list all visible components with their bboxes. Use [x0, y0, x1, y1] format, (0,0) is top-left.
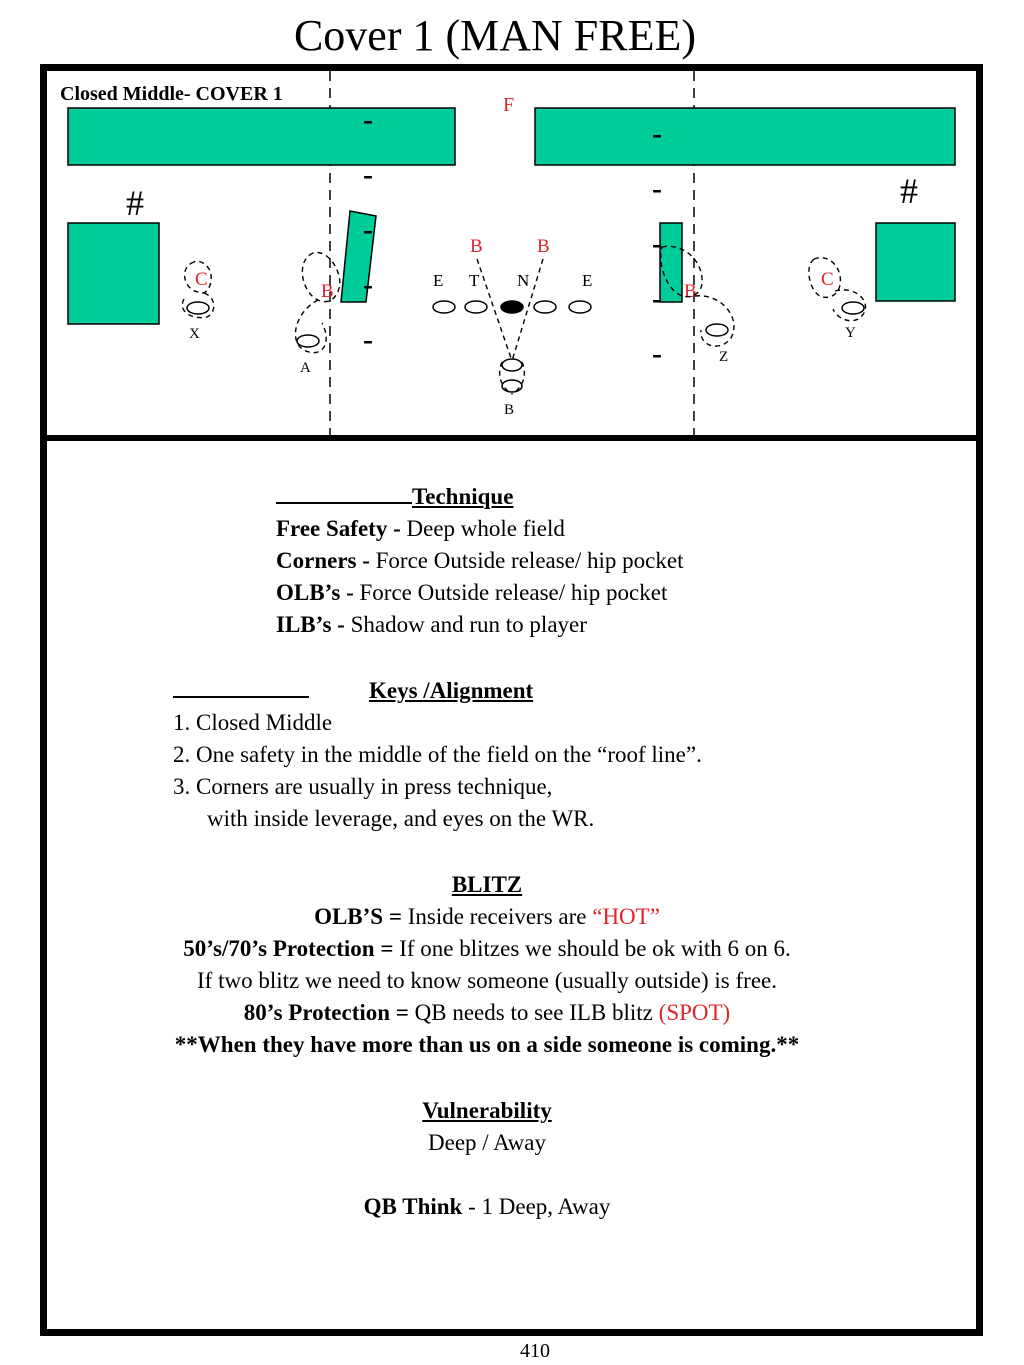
technique-line-4 — [276, 609, 587, 641]
dash-mark: - — [652, 282, 662, 315]
blitz-eighty-line — [47, 997, 927, 1029]
corner-right-loop-lower — [833, 290, 866, 321]
b-back-label: B — [504, 402, 515, 418]
defensive-line — [433, 271, 592, 290]
running-back-symbol — [502, 380, 522, 392]
free-safety-marker: F — [503, 94, 515, 116]
center-symbol — [501, 301, 523, 313]
eighty-text: QB needs to see ILB blitz — [414, 1000, 659, 1025]
x-receiver-symbol — [187, 302, 209, 314]
a-receiver-label: A — [300, 360, 311, 376]
technique-label: Corners - — [276, 548, 376, 573]
back-read-left — [500, 362, 512, 394]
hash-mark-left: # — [126, 183, 144, 223]
eighty-label: 80’s Protection = — [243, 1000, 415, 1025]
inside-linebacker-left-marker: B — [470, 236, 483, 257]
receiver-labels — [189, 325, 856, 418]
end-right-marker: E — [582, 271, 593, 290]
page-title: Cover 1 (MAN FREE) — [293, 11, 697, 60]
guard-left-symbol — [465, 301, 487, 313]
blitz-warning: **When they have more than us on a side someone is coming.** — [174, 1032, 800, 1057]
olb-right-loop-lower — [695, 296, 734, 346]
inside-linebacker-right-marker: B — [537, 236, 550, 257]
deep-zone-left — [68, 108, 455, 165]
technique-text: Force Outside release/ hip pocket — [359, 580, 668, 605]
keys-item-1: 1. Closed Middle — [173, 710, 333, 735]
hash-mark-right: # — [900, 171, 918, 211]
play-diagram-canvas — [47, 71, 976, 435]
tackle-right-symbol — [569, 301, 591, 313]
qb-think-text: - 1 Deep, Away — [462, 1194, 611, 1219]
deep-zone-right — [535, 108, 955, 165]
back-read-right — [512, 362, 524, 394]
z-receiver-symbol — [706, 324, 728, 336]
technique-label: Free Safety - — [276, 516, 407, 541]
qb-think-line — [47, 1191, 927, 1223]
dash-mark: - — [363, 213, 373, 246]
keys-item-4: with inside leverage, and eyes on the WR. — [207, 806, 595, 831]
dash-mark: - — [363, 103, 373, 136]
blitz-two-line: If two blitz we need to know someone (usually outside) is free. — [197, 968, 777, 993]
blitz-protection-line — [47, 933, 927, 965]
heading-rule — [276, 484, 412, 504]
z-receiver-label: Z — [719, 349, 729, 365]
dash-mark: - — [652, 117, 662, 150]
spot-text: (SPOT) — [658, 1000, 731, 1025]
corner-left-marker: C — [195, 269, 208, 290]
quarterback-symbol — [502, 359, 522, 371]
coverage-read-lines — [182, 246, 865, 394]
olbs-text: Inside receivers are — [407, 904, 593, 929]
technique-heading — [276, 481, 513, 513]
blitz-heading: BLITZ — [451, 872, 523, 897]
keys-heading-text: Keys /Alignment — [369, 678, 534, 703]
coverage-diagram — [47, 71, 976, 435]
technique-label: OLB’s - — [276, 580, 360, 605]
vulnerability-heading: Vulnerability — [422, 1098, 552, 1123]
heading-rule — [173, 678, 309, 698]
flat-zone-right — [876, 223, 955, 301]
olbs-label: OLB’S = — [314, 904, 408, 929]
y-receiver-label: Y — [845, 325, 856, 341]
coverage-card — [40, 64, 983, 1336]
hook-zone-right — [660, 223, 682, 302]
dash-mark: - — [652, 337, 662, 370]
tackle-left-symbol — [433, 301, 455, 313]
protection-label: 50’s/70’s Protection = — [183, 936, 400, 961]
page-number: 410 — [520, 1340, 550, 1362]
technique-label: ILB’s - — [276, 612, 351, 637]
y-receiver-symbol — [842, 302, 864, 314]
keys-item-2: 2. One safety in the middle of the field on the “roof line”. — [173, 742, 702, 767]
dash-mark: - — [652, 172, 662, 205]
technique-heading-text: Technique — [412, 484, 514, 509]
end-left-marker: E — [433, 271, 444, 290]
tackle-marker: T — [469, 271, 480, 290]
protection-text: If one blitzes we should be ok with 6 on 6. — [399, 936, 791, 961]
dash-mark: - — [363, 323, 373, 356]
dash-mark: - — [363, 268, 373, 301]
technique-line-2 — [276, 545, 683, 577]
a-receiver-symbol — [297, 335, 319, 347]
keys-item-3: 3. Corners are usually in press technique, — [173, 774, 553, 799]
qb-think-label: QB Think — [363, 1194, 463, 1219]
hot-text: “HOT” — [592, 904, 660, 929]
nose-marker: N — [517, 271, 530, 290]
x-receiver-label: X — [189, 326, 200, 342]
guard-right-symbol — [534, 301, 556, 313]
vulnerability-text: Deep / Away — [428, 1130, 546, 1155]
blitz-olbs-line — [47, 901, 927, 933]
outside-linebacker-left-marker: B — [321, 281, 334, 302]
coaching-notes — [47, 441, 976, 1331]
corner-right-marker: C — [821, 269, 834, 290]
technique-line-3 — [276, 577, 667, 609]
technique-text: Shadow and run to player — [350, 612, 587, 637]
diagram-label: Closed Middle- COVER 1 — [60, 83, 283, 105]
dash-mark: - — [652, 227, 662, 260]
dash-mark: - — [363, 158, 373, 191]
technique-line-1 — [276, 513, 565, 545]
outside-linebacker-right-marker: B — [684, 281, 697, 302]
technique-text: Force Outside release/ hip pocket — [375, 548, 684, 573]
keys-heading — [173, 675, 533, 707]
technique-text: Deep whole field — [406, 516, 565, 541]
flat-zone-left — [68, 223, 159, 324]
